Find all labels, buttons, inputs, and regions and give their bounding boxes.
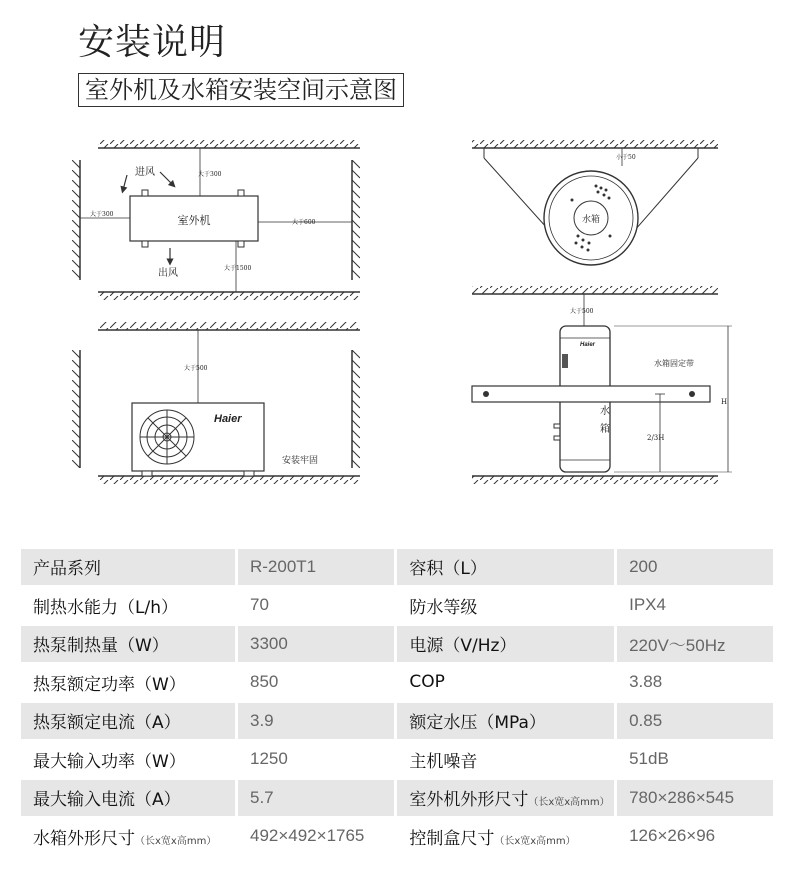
svg-text:大于600: 大于600: [292, 219, 316, 226]
svg-text:箱: 箱: [600, 424, 610, 435]
svg-text:小于50: 小于50: [616, 154, 636, 161]
inlet-label: 进风: [135, 167, 155, 178]
tank-label: 水箱: [581, 215, 601, 225]
brand-logo: Haier: [214, 413, 242, 425]
table-row: 最大输入功率（W） 1250 主机噪音 51dB: [21, 742, 773, 778]
table-row: 水箱外形尺寸（长x宽x高mm） 492×492×1765 控制盒尺寸（长x宽x高mm） 126×26×96: [21, 819, 773, 855]
outlet-label: 出风: [158, 268, 178, 279]
table-row: 热泵制热量（W） 3300 电源（V/Hz） 220V～50Hz: [21, 626, 773, 662]
table-row: 产品系列 R-200T1 容积（L） 200: [21, 549, 773, 585]
diagram-tank-top-view: [472, 140, 718, 265]
outdoor-unit-label: 室外机: [177, 214, 211, 227]
fixing-strap: [472, 386, 710, 402]
table-row: 热泵额定电流（A） 3.9 额定水压（MPa） 0.85: [21, 703, 773, 739]
svg-text:2/3H: 2/3H: [647, 434, 665, 442]
svg-text:大于300: 大于300: [90, 211, 114, 218]
svg-text:大于300: 大于300: [198, 171, 222, 178]
diagram-tank-front-view: [472, 286, 732, 484]
inlet-arrow-icon: [123, 175, 127, 190]
svg-text:水: 水: [600, 406, 610, 417]
strap-label: 水箱固定带: [654, 359, 694, 368]
table-row: 热泵额定功率（W） 850 COP 3.88: [21, 665, 773, 701]
spec-table: [21, 546, 773, 857]
fan-icon: [140, 410, 194, 464]
svg-text:大于500: 大于500: [570, 308, 594, 315]
inlet-arrow-icon: [160, 172, 173, 185]
table-row: 最大输入电流（A） 5.7 室外机外形尺寸（长x宽x高mm） 780×286×545: [21, 780, 773, 816]
install-note: 安装牢固: [282, 456, 319, 466]
svg-text:大于1500: 大于1500: [224, 265, 252, 272]
table-row: 制热水能力（L/h） 70 防水等级 IPX4: [21, 588, 773, 624]
section-subtitle: 室外机及水箱安装空间示意图: [78, 73, 404, 107]
tank-brand-logo: Haier: [580, 342, 596, 348]
diagram-outdoor-front-view: [72, 322, 360, 484]
page-title: 安装说明: [78, 22, 227, 63]
svg-text:H: H: [721, 398, 728, 406]
diagram-outdoor-top-view: [72, 140, 360, 300]
svg-text:大于500: 大于500: [184, 365, 208, 372]
